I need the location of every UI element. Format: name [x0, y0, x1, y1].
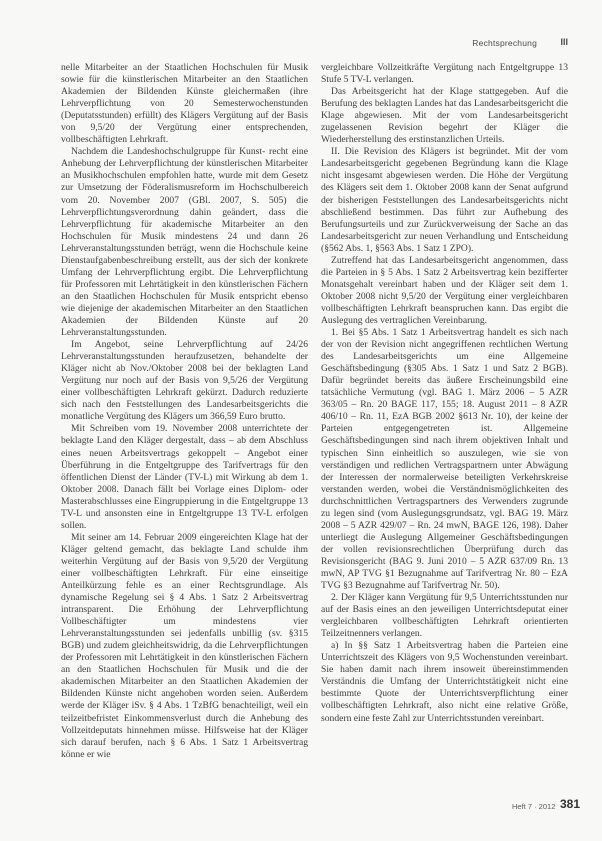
left-column: [61, 62, 308, 761]
paragraph: 2. Der Kläger kann Vergütung für 9,5 Unterrichtsstunden nur auf der Basis eines an den jeweiligen Unterrichtsdeputat einer vergleichbaren vollbeschäftigten Lehrkraft orientierten Teilzeitnenners verlangen.: [321, 592, 568, 640]
paragraph: Mit Schreiben vom 19. November 2008 unterrichtete der beklagte Land den Kläger dergestalt, dass – ab dem Abschluss eines neuen Arbeitsvertrags gekoppelt – Angebot einer Überführung in die Entgeltgruppe des Tarifvertrags für den öffentlichen Dienst der Länder (TV-L) mit Wirkung ab dem 1. Oktober 2008. Danach fällt bei Vorlage eines Diplom- oder Masterabschlusses eine Eingruppierung in die Entgeltgruppe 13 TV-L und ansonsten eine in Entgeltgruppe 13 TV-L erfolgen sollen.: [61, 423, 308, 531]
paragraph: a) In §§ Satz 1 Arbeitsvertrag haben die Parteien eine Unterrichtszeit des Klägers von 9,5 Wochenstunden vereinbart. Sie haben damit nach ihrem insoweit übereinstimmenden Verständnis die Umfang der Unterrichtstätigkeit nicht eine bestimmte Quote der Unterrichtsverpflichtung einer vollbeschäftigten Lehrkraft, also nicht eine relative Größe, sondern eine feste Zahl zur Unterrichtsstunden vereinbart.: [321, 640, 568, 724]
paragraph: Zutreffend hat das Landesarbeitsgericht angenommen, dass die Parteien in § 5 Abs. 1 Satz 2 Arbeitsvertrag kein bezifferter Monatsgehalt vereinbart haben und der Kläger seit dem 1. Oktober 2008 nicht 9,5/20 der Vergütung einer vergleichbaren vollbeschäftigten Lehrkraft beanspruchen kann. Das ergibt die Auslegung des vertraglichen Vereinbarung.: [321, 254, 568, 326]
section-title: Rechtsprechung: [472, 38, 537, 48]
section-marker: III: [560, 37, 568, 47]
page-number: 381: [560, 797, 581, 811]
paragraph: Im Angebot, seine Lehrverpflichtung auf 24/26 Lehrveranstaltungsstunden heraufzusetzen, behandelte der Kläger nicht ab Nov./Oktober 2008 bei der beklagten Land Vergütung nur noch auf der Basis von 9,5/26 der Vergütung einer vollbeschäftigten Lehrkraft gekürzt. Dadurch reduzierte sich nach den Feststellungen des Landesarbeitsgerichts die monatliche Vergütung des Klägers um 366,59 Euro brutto.: [61, 339, 308, 423]
paragraph: Nachdem die Landeshochschulgruppe für Kunst- recht eine Anhebung der Lehrverpflichtung der künstlerischen Mitarbeiter an Musikhochschulen empfohlen hatte, wurde mit dem Gesetz zur Umsetzung der Föderalismusreform im Hochschulbereich vom 20. November 2007 (GBl. 2007, S. 505) die Lehrverpflichtungsverordnung dahin geändert, dass die Lehrverpflichtung für akademische Mitarbeiter an den Hochschulen für Musik mindestens 24 und dann 26 Lehrveranstaltungsstunden beträgt, wenn die Hochschule keine Dienstaufgabenbeschreibung erstellt, aus der sich der konkrete Umfang der Lehrverpflichtung ergibt. Die Lehrverpflichtung für Professoren mit Lehrtätigkeit in den künstlerischen Fächern an den Staatlichen Hochschulen für Musik entspricht ebenso wie diejenige der akademischen Mitarbeiter an den Staatlichen Akademien der Bildenden Künste auf 20 Lehrveranstaltungsstunden.: [61, 146, 308, 339]
right-column: [321, 62, 568, 725]
paragraph: Das Arbeitsgericht hat der Klage stattgegeben. Auf die Berufung des beklagten Landes hat das Landesarbeitsgericht die Klage abgewiesen. Mit der vom Landesarbeitsgericht zugelassenen Revision begehrt der Kläger die Wiederherstellung des erstinstanzlichen Urteils.: [321, 86, 568, 146]
paragraph: nelle Mitarbeiter an der Staatlichen Hochschulen für Musik sowie für die künstlerischen Mitarbeiter an den Staatlichen Akademien der Bildenden Künste gleichermaßen (ihre Lehrverpflichtung von 20 Semesterwochenstunden (Deputatsstunden) erfüllt) des Klägers Vergütung auf der Basis von 9,5/20 der Vergütung einer entsprechenden, vollbeschäftigten Lehrkraft.: [61, 62, 308, 146]
paragraph: vergleichbare Vollzeitkräfte Vergütung nach Entgeltgruppe 13 Stufe 5 TV-L verlangen.: [321, 62, 568, 86]
issue-label: Heft 7 · 2012: [512, 802, 556, 811]
paragraph: II. Die Revision des Klägers ist begründet. Mit der vom Landesarbeitsgericht gegebenen Begründung kann die Klage nicht insgesamt abgewiesen werden. Die Höhe der Vergütung des Klägers seit dem 1. Oktober 2008 kann der Senat aufgrund der bisherigen Feststellungen des Landesarbeitsgerichts nicht abschließend bestimmen. Das führt zur Aufhebung des Berufungsurteils und zur Zurückverweisung der Sache an das Landesarbeitsgericht zur neuen Verhandlung und Entscheidung (§562 Abs. 1, §563 Abs. 1 Satz 1 ZPO).: [321, 146, 568, 254]
paragraph: Mit seiner am 14. Februar 2009 eingereichten Klage hat der Kläger geltend gemacht, das beklagte Land schulde ihm weiterhin Vergütung auf der Basis von 9,5/20 der Vergütung einer vollbeschäftigten Lehrkraft. Für eine einseitige Anteilkürzung fehle es an einer Rechtsgrundlage. Als dynamische Regelung sei § 4 Abs. 1 Satz 2 Arbeitsvertrag intransparent. Die Erhöhung der Lehrverpflichtung Vollbeschäftigter um mindestens vier Lehrveranstaltungsstunden sei jedenfalls unbillig (sv. §315 BGB) und zudem gleichheitswidrig, da die Lehrverpflichtungen der Professoren mit Lehrtätigkeit in den künstlerischen Fächern an den Staatlichen Hochschulen für Musik und die der akademischen Mitarbeiter an den Staatlichen Akademien der Bildenden Künste nicht angehoben worden seien. Außerdem werde der Kläger iSv. § 4 Abs. 1 TzBfG benachteiligt, weil ein teilzeitbefristet Einkommensverlust durch die Anhebung des Vollzeitdeputats hinnehmen müsse. Hilfsweise hat der Kläger sich darauf berufen, nach § 6 Abs. 1 Satz 1 Arbeitsvertrag könne er wie: [61, 531, 308, 760]
running-header: [60, 38, 582, 52]
paragraph: 1. Bei §5 Abs. 1 Satz 1 Arbeitsvertrag handelt es sich nach der von der Revision nicht angegriffenen rechtlichen Wertung des Landesarbeitsgerichts um eine Allgemeine Geschäftsbedingung (§305 Abs. 1 Satz 1 und Satz 2 BGB). Dafür begründet bereits das äußere Erscheinungsbild eine tatsächliche Vermutung (vgl. BAG 1. März 2006 – 5 AZR 363/05 – Rn. 20 BAGE 117, 155; 18. August 2011 – 8 AZR 406/10 – Rn. 11, EzA BGB 2002 §613 Nr. 10), der keine der Parteien entgegengetreten ist. Allgemeine Geschäftsbedingungen sind nach ihrem objektiven Inhalt und typischen Sinn einheitlich so auszulegen, wie sie von verständigen und redlichen Vertragspartnern unter Abwägung der Interessen der normalerweise beteiligten Verkehrskreise verstanden werden, wobei die Verständnismöglichkeiten des durchschnittlichen Vertragspartners des Verwenders zugrunde zu legen sind (vom Auslegungsgrundsatz, vgl. BAG 19. März 2008 – 5 AZR 429/07 – Rn. 24 mwN, BAGE 126, 198). Daher unterliegt die Auslegung Allgemeiner Geschäftsbedingungen der vollen revisionsrechtlichen Überprüfung durch das Revisionsgericht (BAG 9. Juni 2010 – 5 AZR 637/09 Rn. 13 mwN, AP TVG §1 Bezugnahme auf Tarifvertrag Nr. 80 – EzA TVG §3 Bezugnahme auf Tarifvertrag Nr. 50).: [321, 327, 568, 592]
